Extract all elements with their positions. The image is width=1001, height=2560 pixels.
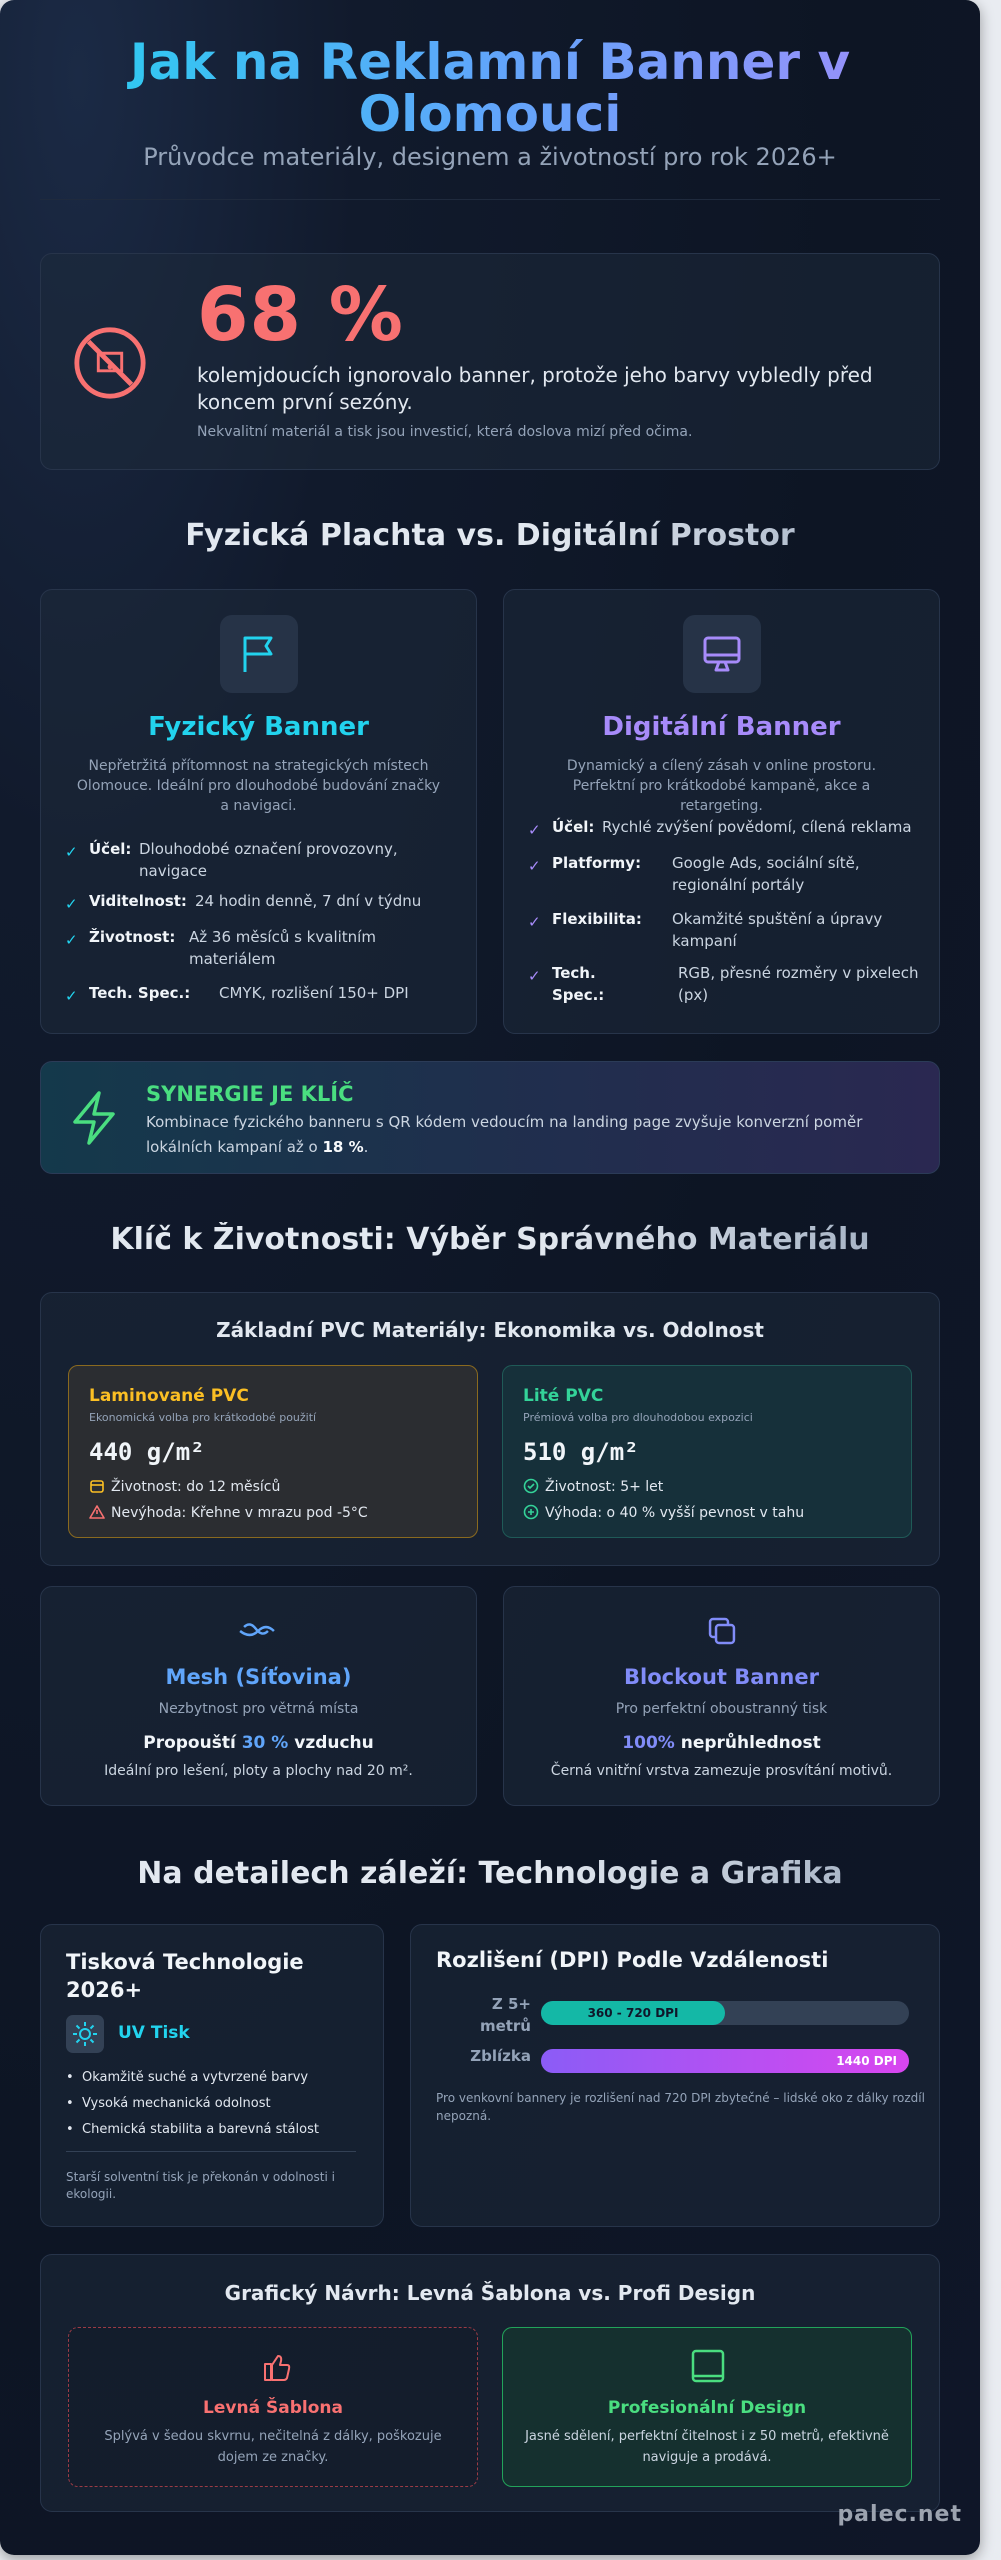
- physical-banner-title: Fyzický Banner: [148, 712, 369, 742]
- feature-row: [528, 908, 919, 952]
- feature-value: Dlouhodobé označení provozovny, navigace: [139, 840, 398, 880]
- dpi-note: Pro venkovní bannery je rozlišení nad 720 DPI zbytečné – lidské oko z dálky rozdíl nepozná.: [436, 2091, 925, 2123]
- mesh-stat-value: 30 %: [241, 1733, 289, 1753]
- laminated-con: Nevýhoda: Křehne v mrazu pod -5°C: [89, 1504, 368, 1521]
- physical-banner-desc: Nepřetržitá přítomnost na strategických místech Olomouce. Ideální pro dlouhodobé budování značky a navigaci.: [76, 758, 441, 814]
- cast-life: Životnost: 5+ let: [523, 1478, 663, 1495]
- header-divider: [40, 199, 940, 200]
- mesh-stat: Propouští 30 % vzduchu: [143, 1733, 374, 1753]
- feature-row: [528, 962, 919, 1006]
- section-title-materials: Klíč k Životnosti: Výběr Správného Materiálu: [0, 1222, 980, 1257]
- stat-note: Nekvalitní materiál a tisk jsou investicí, která doslova mizí před očima.: [197, 424, 693, 440]
- pvc-card: [40, 1292, 940, 1566]
- pro-design-text: Jasné sdělení, perfektní čitelnost i z 50 metrů, efektivně naviguje a prodává.: [525, 2429, 889, 2465]
- blockout-stat-value: 100%: [622, 1733, 675, 1753]
- page-subtitle: Průvodce materiály, designem a životností pro rok 2026+: [143, 143, 837, 171]
- cast-pvc-box: [502, 1365, 912, 1538]
- calendar-icon: [89, 1478, 105, 1494]
- synergy-end: .: [363, 1138, 369, 1156]
- feature-key: Účel:: [552, 818, 595, 836]
- blockout-stat: 100% neprůhlednost: [622, 1733, 821, 1753]
- feature-value: Až 36 měsíců s kvalitním materiálem: [189, 928, 376, 968]
- tech-title: Tisková Technologie 2026+: [66, 1950, 304, 2002]
- check-icon: ✓: [528, 857, 541, 875]
- feature-row: [528, 816, 919, 838]
- list-item: • Okamžitě suché a vytvrzené barvy: [66, 2070, 309, 2085]
- cast-sub: Prémiová volba pro dlouhodobou expozici: [523, 1411, 753, 1424]
- pro-design-title: Profesionální Design: [607, 2398, 807, 2418]
- check-icon: ✓: [65, 987, 78, 1005]
- feature-row: [65, 838, 456, 882]
- dpi-row-label: Z 5+ metrů: [479, 1995, 531, 2035]
- check-icon: ✓: [528, 913, 541, 931]
- dpi-row-label: Zblízka: [470, 2047, 531, 2065]
- blockout-title: Blockout Banner: [624, 1665, 819, 1689]
- dpi-bar-track: [541, 2049, 909, 2073]
- feature-key: Účel:: [89, 840, 132, 858]
- stat-card: [40, 253, 940, 470]
- feature-row: [528, 852, 919, 896]
- blockout-card: [503, 1586, 940, 1806]
- uv-icon-box: [66, 2015, 104, 2053]
- section-title-comparison: Fyzická Plachta vs. Digitální Prostor: [0, 518, 980, 553]
- feature-row: [65, 982, 456, 1004]
- digital-banner-card: [503, 589, 940, 1034]
- feature-key: Životnost:: [89, 928, 176, 946]
- blockout-note: Černá vnitřní vrstva zamezuje prosvítání motivů.: [550, 1763, 893, 1779]
- laminated-sub: Ekonomická volba pro krátkodobé použití: [89, 1411, 317, 1424]
- brand-logo: palec.net: [837, 2502, 962, 2527]
- check-icon: ✓: [65, 895, 78, 913]
- cheap-template-title: Levná Šablona: [203, 2398, 343, 2418]
- mesh-card: [40, 1586, 477, 1806]
- synergy-callout: [40, 1061, 940, 1174]
- feature-key: Flexibilita:: [552, 910, 642, 928]
- mesh-title: Mesh (Síťovina): [165, 1665, 352, 1689]
- cast-pro: Výhoda: o 40 % vyšší pevnost v tahu: [523, 1504, 804, 1521]
- wind-icon: [41, 1619, 476, 1643]
- mesh-sub: Nezbytnost pro větrná místa: [158, 1701, 359, 1717]
- laminated-weight: 440 g/m²: [89, 1438, 205, 1466]
- design-card: [40, 2254, 940, 2512]
- print-tech-card: [40, 1924, 384, 2227]
- sun-icon: [66, 2015, 104, 2053]
- feature-row: [65, 926, 456, 970]
- stat-text: kolemjdoucích ignorovalo banner, protože jeho barvy vybledly před koncem první sezóny.: [197, 363, 873, 414]
- feature-value: RGB, přesné rozměry v pixelech (px): [678, 964, 919, 1004]
- dpi-bar-track: [541, 2001, 909, 2025]
- square-icon: [503, 2348, 913, 2384]
- dpi-title: Rozlišení (DPI) Podle Vzdálenosti: [436, 1948, 829, 1972]
- stat-value: 68 %: [197, 272, 404, 358]
- thumbs-down-icon: [69, 2352, 479, 2384]
- page-title: Jak na Reklamní Banner v Olomouci: [0, 36, 980, 140]
- plus-circle-icon: [523, 1504, 539, 1520]
- feature-value: CMYK, rozlišení 150+ DPI: [219, 984, 409, 1002]
- digital-banner-title: Digitální Banner: [602, 712, 841, 742]
- flag-icon-box: [220, 615, 298, 693]
- synergy-title: SYNERGIE JE KLÍČ: [146, 1082, 354, 1106]
- tech-note: Starší solventní tisk je překonán v odolnosti i ekologii.: [66, 2170, 335, 2201]
- feature-key: Platformy:: [552, 854, 642, 872]
- tech-divider: [66, 2151, 356, 2152]
- flag-icon: [237, 632, 281, 676]
- monitor-icon-box: [683, 615, 761, 693]
- check-icon: ✓: [65, 843, 78, 861]
- blockout-sub: Pro perfektní oboustranný tisk: [615, 1701, 828, 1717]
- feature-value: Okamžité spuštění a úpravy kampaní: [672, 910, 883, 950]
- bolt-icon: [69, 1090, 119, 1146]
- feature-value: 24 hodin denně, 7 dní v týdnu: [195, 892, 422, 910]
- synergy-text: [146, 1110, 916, 1160]
- check-circle-icon: [523, 1478, 539, 1494]
- pvc-title: Základní PVC Materiály: Ekonomika vs. Odolnost: [216, 1318, 764, 1342]
- feature-value: Rychlé zvýšení povědomí, cílená reklama: [602, 818, 912, 836]
- cast-title: Lité PVC: [523, 1386, 604, 1406]
- check-icon: ✓: [528, 967, 541, 985]
- list-item: • Chemická stabilita a barevná stálost: [66, 2122, 319, 2137]
- synergy-highlight: 18 %: [322, 1138, 364, 1156]
- feature-row: [65, 890, 456, 912]
- mesh-note: Ideální pro lešení, ploty a plochy nad 20 m².: [104, 1763, 413, 1779]
- dpi-card: [410, 1924, 940, 2227]
- section-title-details: Na detailech záleží: Technologie a Grafika: [0, 1856, 980, 1891]
- dpi-bar-fill: 360 - 720 DPI: [541, 2001, 725, 2025]
- pro-design-box: [502, 2327, 912, 2487]
- feature-value: Google Ads, sociální sítě, regionální portály: [672, 854, 860, 894]
- check-icon: ✓: [65, 931, 78, 949]
- physical-banner-card: [40, 589, 477, 1034]
- cast-weight: 510 g/m²: [523, 1438, 639, 1466]
- check-icon: ✓: [528, 821, 541, 839]
- warning-icon: [89, 1504, 105, 1520]
- feature-key: Tech. Spec.:: [552, 964, 605, 1004]
- feature-key: Viditelnost:: [89, 892, 187, 910]
- dpi-bar-fill: 1440 DPI: [541, 2049, 909, 2073]
- monitor-icon: [700, 632, 744, 676]
- laminated-pvc-box: [68, 1365, 478, 1538]
- cheap-template-box: [68, 2327, 478, 2487]
- design-title: Grafický Návrh: Levná Šablona vs. Profi Design: [224, 2281, 756, 2305]
- uv-label: UV Tisk: [118, 2023, 190, 2043]
- list-item: • Vysoká mechanická odolnost: [66, 2096, 271, 2111]
- copy-icon: [504, 1615, 939, 1647]
- laminated-life: Životnost: do 12 měsíců: [89, 1478, 280, 1495]
- no-banner-icon: [71, 324, 149, 402]
- feature-key: Tech. Spec.:: [89, 984, 191, 1002]
- cheap-template-text: Splývá v šedou skvrnu, nečitelná z dálky, poškozuje dojem ze značky.: [104, 2429, 442, 2465]
- laminated-title: Laminované PVC: [89, 1386, 249, 1406]
- synergy-body: Kombinace fyzického banneru s QR kódem vedoucím na landing page zvyšuje konverzní poměr lokálních kampaní až o: [146, 1113, 863, 1156]
- digital-banner-desc: Dynamický a cílený zásah v online prostoru. Perfektní pro krátkodobé kampaně, akce a retargeting.: [566, 758, 877, 814]
